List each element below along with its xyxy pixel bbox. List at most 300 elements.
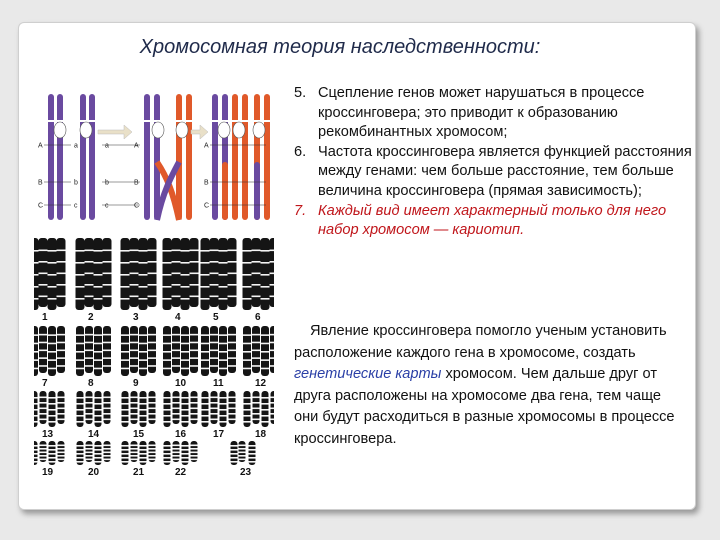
band bbox=[139, 359, 147, 361]
band bbox=[163, 368, 171, 370]
band bbox=[210, 365, 218, 367]
gene-label: C bbox=[38, 202, 44, 210]
band bbox=[219, 298, 228, 300]
band bbox=[149, 455, 156, 457]
band bbox=[163, 359, 171, 361]
band bbox=[172, 365, 180, 367]
karyotype-label: 14 bbox=[88, 429, 100, 440]
list-item bbox=[294, 202, 694, 241]
band bbox=[77, 409, 84, 411]
band bbox=[219, 262, 228, 264]
band bbox=[103, 250, 112, 252]
band bbox=[85, 357, 93, 359]
band bbox=[210, 284, 219, 286]
band bbox=[34, 461, 38, 463]
band bbox=[34, 343, 38, 345]
band bbox=[49, 409, 56, 411]
karyotype-label: 22 bbox=[175, 467, 187, 476]
band bbox=[191, 413, 198, 415]
band bbox=[34, 445, 38, 447]
band bbox=[121, 359, 129, 361]
band bbox=[149, 452, 156, 454]
band bbox=[95, 397, 102, 399]
band bbox=[244, 397, 251, 399]
band bbox=[49, 457, 56, 459]
band bbox=[85, 284, 94, 286]
band bbox=[94, 368, 102, 370]
band bbox=[219, 343, 227, 345]
band bbox=[190, 365, 198, 367]
band bbox=[182, 445, 189, 447]
band bbox=[164, 403, 171, 405]
band bbox=[243, 262, 252, 264]
band bbox=[86, 419, 93, 421]
band bbox=[40, 419, 47, 421]
band bbox=[172, 250, 181, 252]
chromatid bbox=[212, 94, 218, 220]
karyotype-label: 1 bbox=[42, 312, 48, 323]
band bbox=[164, 415, 171, 417]
band bbox=[253, 408, 260, 410]
band bbox=[262, 403, 269, 405]
band bbox=[121, 262, 130, 264]
karyotype-label: 20 bbox=[88, 467, 100, 476]
band bbox=[131, 448, 138, 450]
band bbox=[149, 408, 156, 410]
band bbox=[34, 334, 38, 336]
list-item-number: 5. bbox=[294, 85, 307, 101]
band bbox=[211, 413, 218, 415]
band bbox=[86, 397, 93, 399]
band bbox=[201, 334, 209, 336]
band bbox=[121, 298, 130, 300]
band bbox=[76, 334, 84, 336]
band bbox=[228, 296, 237, 298]
centromere bbox=[253, 122, 265, 138]
band bbox=[103, 350, 111, 352]
band bbox=[243, 359, 251, 361]
band bbox=[39, 296, 48, 298]
crossing-over-paragraph bbox=[294, 321, 684, 451]
karyotype-label: 15 bbox=[133, 429, 145, 440]
band bbox=[163, 262, 172, 264]
band bbox=[270, 250, 275, 252]
band bbox=[140, 449, 147, 451]
band bbox=[181, 274, 190, 276]
band bbox=[48, 286, 57, 288]
band bbox=[261, 343, 269, 345]
band bbox=[239, 452, 246, 454]
band bbox=[228, 284, 237, 286]
band bbox=[140, 445, 147, 447]
band bbox=[164, 457, 171, 459]
band bbox=[104, 455, 111, 457]
band bbox=[131, 452, 138, 454]
band bbox=[122, 449, 129, 451]
band bbox=[252, 284, 261, 286]
band bbox=[58, 445, 65, 447]
karyotype-label: 9 bbox=[133, 378, 139, 389]
karyotype-label: 3 bbox=[133, 312, 139, 323]
karyotype-label: 2 bbox=[88, 312, 94, 323]
band bbox=[139, 274, 148, 276]
band bbox=[140, 421, 147, 423]
band bbox=[220, 421, 227, 423]
band bbox=[76, 274, 85, 276]
band bbox=[103, 357, 111, 359]
band bbox=[77, 421, 84, 423]
band bbox=[220, 415, 227, 417]
list-item-number: 6. bbox=[294, 143, 307, 160]
band bbox=[139, 298, 148, 300]
band bbox=[77, 415, 84, 417]
crossing-over-diagram bbox=[36, 92, 274, 222]
band bbox=[243, 368, 251, 370]
band bbox=[191, 455, 198, 457]
band bbox=[140, 415, 147, 417]
band bbox=[210, 273, 219, 275]
band bbox=[57, 350, 65, 352]
band bbox=[77, 461, 84, 463]
band bbox=[201, 250, 210, 252]
band bbox=[231, 457, 238, 459]
band bbox=[182, 461, 189, 463]
band bbox=[191, 452, 198, 454]
band bbox=[76, 368, 84, 370]
band bbox=[244, 409, 251, 411]
band bbox=[172, 334, 180, 336]
band bbox=[57, 250, 66, 252]
band bbox=[181, 334, 189, 336]
band bbox=[95, 421, 102, 423]
band bbox=[48, 343, 56, 345]
band bbox=[122, 445, 129, 447]
arrow-icon bbox=[98, 125, 132, 139]
band bbox=[253, 413, 260, 415]
band bbox=[131, 413, 138, 415]
band bbox=[130, 296, 139, 298]
band bbox=[122, 409, 129, 411]
band bbox=[131, 408, 138, 410]
band bbox=[95, 409, 102, 411]
band bbox=[252, 357, 260, 359]
band bbox=[253, 402, 260, 404]
band bbox=[270, 342, 274, 344]
band bbox=[148, 357, 156, 359]
band bbox=[220, 397, 227, 399]
karyotype-label: 21 bbox=[133, 467, 145, 476]
band bbox=[77, 397, 84, 399]
band bbox=[261, 286, 270, 288]
band bbox=[228, 261, 237, 263]
band bbox=[243, 274, 252, 276]
band bbox=[182, 449, 189, 451]
band bbox=[139, 351, 147, 353]
band bbox=[181, 351, 189, 353]
band bbox=[163, 343, 171, 345]
band bbox=[239, 459, 246, 461]
band bbox=[122, 397, 129, 399]
band bbox=[249, 445, 256, 447]
band bbox=[122, 403, 129, 405]
band bbox=[39, 365, 47, 367]
band bbox=[121, 351, 129, 353]
band bbox=[252, 334, 260, 336]
band bbox=[131, 459, 138, 461]
band bbox=[34, 449, 38, 451]
band bbox=[172, 261, 181, 263]
centromere bbox=[54, 122, 66, 138]
band bbox=[39, 273, 48, 275]
band bbox=[211, 120, 219, 122]
band bbox=[57, 296, 66, 298]
band bbox=[202, 421, 209, 423]
list-item-number: 7. bbox=[294, 202, 307, 219]
band bbox=[130, 342, 138, 344]
band bbox=[130, 365, 138, 367]
band bbox=[243, 351, 251, 353]
band bbox=[263, 120, 271, 122]
band bbox=[271, 413, 275, 415]
band bbox=[201, 274, 210, 276]
band bbox=[122, 421, 129, 423]
band bbox=[229, 402, 236, 404]
band bbox=[173, 452, 180, 454]
band bbox=[86, 408, 93, 410]
band bbox=[130, 273, 139, 275]
band bbox=[130, 350, 138, 352]
band bbox=[228, 342, 236, 344]
band bbox=[94, 343, 102, 345]
karyotype-label: 5 bbox=[213, 312, 219, 323]
band bbox=[175, 120, 183, 122]
band bbox=[148, 273, 157, 275]
band bbox=[262, 415, 269, 417]
band bbox=[77, 445, 84, 447]
gene-label: a bbox=[105, 142, 109, 150]
band bbox=[122, 453, 129, 455]
band bbox=[57, 365, 65, 367]
band bbox=[34, 457, 38, 459]
band bbox=[190, 261, 199, 263]
band bbox=[40, 402, 47, 404]
band bbox=[253, 397, 260, 399]
band bbox=[261, 274, 270, 276]
karyotype-label: 10 bbox=[175, 378, 187, 389]
band bbox=[40, 397, 47, 399]
band bbox=[85, 342, 93, 344]
band bbox=[153, 120, 161, 122]
band bbox=[219, 250, 228, 252]
band bbox=[77, 403, 84, 405]
gene-label: b bbox=[74, 179, 78, 187]
band bbox=[219, 274, 228, 276]
band bbox=[211, 419, 218, 421]
band bbox=[34, 403, 38, 405]
band bbox=[76, 343, 84, 345]
band bbox=[76, 286, 85, 288]
band bbox=[57, 273, 66, 275]
band bbox=[220, 403, 227, 405]
band bbox=[130, 284, 139, 286]
band bbox=[210, 261, 219, 263]
band bbox=[228, 273, 237, 275]
gene-label: C bbox=[134, 202, 140, 210]
band bbox=[48, 351, 56, 353]
chromatid bbox=[186, 94, 192, 220]
band bbox=[229, 413, 236, 415]
band bbox=[181, 368, 189, 370]
band bbox=[58, 408, 65, 410]
band bbox=[95, 415, 102, 417]
band bbox=[130, 250, 139, 252]
band bbox=[201, 298, 210, 300]
band bbox=[103, 334, 111, 336]
band bbox=[58, 459, 65, 461]
karyotype-image bbox=[34, 236, 274, 476]
band bbox=[191, 448, 198, 450]
band bbox=[139, 250, 148, 252]
band bbox=[39, 250, 48, 252]
chromatid bbox=[80, 94, 86, 220]
band bbox=[172, 284, 181, 286]
band bbox=[249, 461, 256, 463]
band bbox=[34, 351, 38, 353]
band bbox=[239, 448, 246, 450]
centromere bbox=[233, 122, 245, 138]
band bbox=[131, 402, 138, 404]
band bbox=[104, 408, 111, 410]
band bbox=[148, 261, 157, 263]
band bbox=[40, 445, 47, 447]
band bbox=[164, 449, 171, 451]
band bbox=[173, 445, 180, 447]
band bbox=[229, 419, 236, 421]
band bbox=[252, 365, 260, 367]
band bbox=[94, 359, 102, 361]
band bbox=[57, 357, 65, 359]
band bbox=[86, 413, 93, 415]
centromere bbox=[218, 122, 230, 138]
band bbox=[49, 403, 56, 405]
band bbox=[190, 350, 198, 352]
band bbox=[172, 350, 180, 352]
band bbox=[104, 459, 111, 461]
band bbox=[85, 250, 94, 252]
band bbox=[261, 250, 270, 252]
band bbox=[190, 250, 199, 252]
band bbox=[103, 296, 112, 298]
band bbox=[149, 419, 156, 421]
band bbox=[202, 397, 209, 399]
band bbox=[39, 350, 47, 352]
band bbox=[76, 298, 85, 300]
band bbox=[202, 409, 209, 411]
band bbox=[76, 250, 85, 252]
band bbox=[34, 421, 38, 423]
karyotype-label: 18 bbox=[255, 429, 267, 440]
band bbox=[76, 262, 85, 264]
band bbox=[57, 342, 65, 344]
band bbox=[34, 359, 38, 361]
band bbox=[140, 461, 147, 463]
band bbox=[164, 453, 171, 455]
band bbox=[173, 455, 180, 457]
band bbox=[76, 359, 84, 361]
band bbox=[219, 359, 227, 361]
arrow-icon bbox=[191, 125, 208, 139]
band bbox=[58, 452, 65, 454]
band bbox=[173, 397, 180, 399]
band bbox=[173, 419, 180, 421]
band bbox=[94, 334, 102, 336]
chromatid bbox=[242, 94, 248, 220]
band bbox=[244, 421, 251, 423]
karyotype-label: 12 bbox=[255, 378, 267, 389]
chromatid bbox=[232, 94, 238, 220]
band bbox=[131, 419, 138, 421]
band bbox=[86, 402, 93, 404]
band bbox=[270, 357, 274, 359]
band bbox=[271, 419, 275, 421]
band bbox=[211, 397, 218, 399]
band bbox=[34, 368, 38, 370]
band bbox=[39, 342, 47, 344]
band bbox=[57, 261, 66, 263]
band bbox=[49, 421, 56, 423]
band bbox=[121, 368, 129, 370]
list-item-text: Частота кроссинговера является функцией расстояния между генами: чем больше расстояние, тем больше величина кроссинговера (прямая зависимость); bbox=[318, 143, 692, 199]
band bbox=[253, 120, 261, 122]
band bbox=[39, 334, 47, 336]
band bbox=[182, 457, 189, 459]
band bbox=[210, 342, 218, 344]
band bbox=[201, 343, 209, 345]
band bbox=[173, 413, 180, 415]
band bbox=[228, 365, 236, 367]
band bbox=[122, 457, 129, 459]
band bbox=[243, 343, 251, 345]
band bbox=[261, 359, 269, 361]
band bbox=[48, 250, 57, 252]
gene-label: B bbox=[38, 179, 43, 187]
list-item bbox=[294, 143, 694, 202]
band bbox=[210, 250, 219, 252]
band bbox=[130, 334, 138, 336]
band bbox=[202, 403, 209, 405]
band bbox=[182, 453, 189, 455]
band bbox=[94, 274, 103, 276]
band bbox=[261, 334, 269, 336]
band bbox=[190, 296, 199, 298]
band bbox=[121, 343, 129, 345]
band bbox=[148, 342, 156, 344]
karyotype-label: 17 bbox=[213, 429, 225, 440]
band bbox=[191, 459, 198, 461]
centromere bbox=[152, 122, 164, 138]
band bbox=[231, 120, 239, 122]
band bbox=[149, 402, 156, 404]
band bbox=[77, 457, 84, 459]
band bbox=[191, 408, 198, 410]
gene-label: c bbox=[74, 202, 78, 210]
band bbox=[239, 445, 246, 447]
band bbox=[139, 286, 148, 288]
band bbox=[249, 457, 256, 459]
band bbox=[94, 262, 103, 264]
band bbox=[252, 342, 260, 344]
band bbox=[201, 286, 210, 288]
